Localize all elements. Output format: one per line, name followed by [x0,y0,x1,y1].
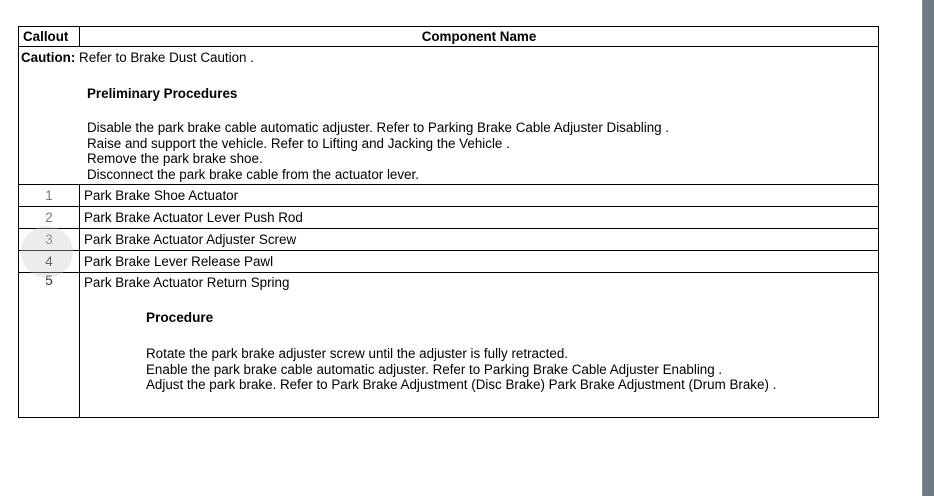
caution-cell [19,47,879,185]
window-gutter [923,0,934,496]
component-name: Park Brake Actuator Adjuster Screw [80,229,879,251]
table-row [19,251,879,273]
callout-number: 4 [19,251,80,273]
table-row [19,185,879,207]
callout-column-header: Callout [19,27,80,47]
touch-indicator [21,226,73,278]
callout-number: 5 [19,273,80,418]
procedure-title: Procedure [146,310,214,325]
table-row [19,207,879,229]
procedure-step: Enable the park brake cable automatic adjuster. Refer to Parking Brake Cable Adjuster Enabling . [146,361,723,377]
preliminary-title: Preliminary Procedures [87,86,238,101]
component-name: Park Brake Shoe Actuator [80,185,879,207]
components-table [18,26,879,418]
caution-row [19,47,879,185]
procedure-step: Adjust the park brake. Refer to Park Brake Adjustment (Disc Brake) Park Brake Adjustment (Drum Brake) . [146,377,777,392]
preliminary-step: Disable the park brake cable automatic adjuster. Refer to Parking Brake Cable Adjuster Disabling . [87,120,670,135]
callout-number: 2 [19,207,80,229]
procedure-block [146,310,874,393]
preliminary-procedures [87,86,874,182]
callout-number: 1 [19,185,80,207]
procedure-step: Rotate the park brake adjuster screw until the adjuster is fully retracted. [146,346,569,361]
component-name: Park Brake Actuator Return Spring [84,275,290,290]
component-name: Park Brake Actuator Lever Push Rod [80,207,879,229]
preliminary-step: Raise and support the vehicle. Refer to Lifting and Jacking the Vehicle . [87,135,510,151]
table-row [19,229,879,251]
caution-label: Caution: [21,50,76,65]
component-procedure-cell [80,273,879,418]
preliminary-step: Disconnect the park brake cable from the actuator lever. [87,166,419,182]
caution-text: Refer to Brake Dust Caution . [75,50,254,65]
table-row [19,273,879,418]
component-name: Park Brake Lever Release Pawl [80,251,879,273]
callout-number: 3 [19,229,80,251]
preliminary-step: Remove the park brake shoe. [87,151,263,166]
component-column-header: Component Name [80,27,879,47]
table-header-row [19,27,879,47]
